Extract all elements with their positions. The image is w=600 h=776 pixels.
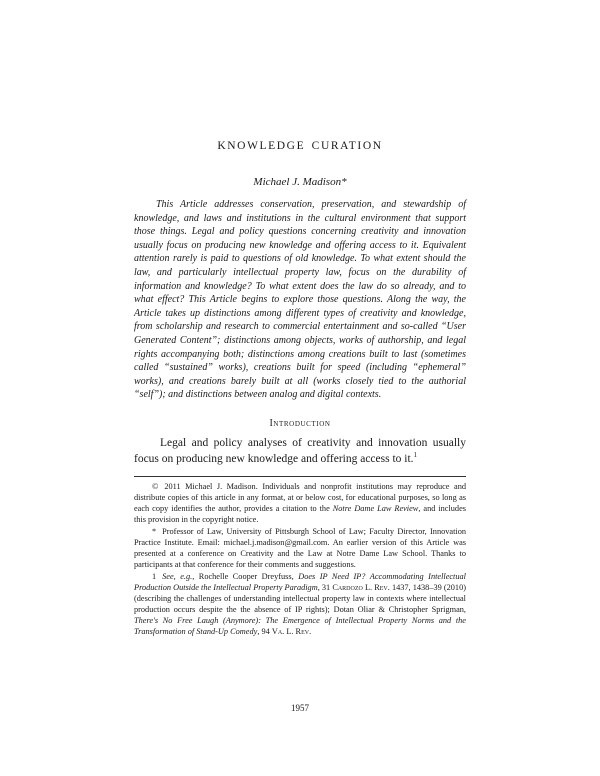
section-heading-introduction: Introduction [269,418,331,429]
footnote-text-end: , and includes this provision in the copyright notice. [134,503,466,524]
footnotes-section [134,482,466,639]
footnote-copyright [134,482,466,526]
citation-text: , Rochelle Cooper Dreyfuss, [192,572,299,582]
citation-text: , 94 [257,626,272,636]
citation-text: 1437, 1438–39 (2010) (describing the challenges of understanding intellectual property law in contexts where intellectual production occurs despite the the absence of IP rights); Dotan Oliar & Christopher Sprigman, [134,583,466,614]
cited-title: There's No Free Laugh (Anymore): The Emergence of Intellectual Property Norms and the Transformation of Stand-Up Comedy [134,615,466,636]
cited-title: Does IP Need IP? Accommodating Intellectual Production Outside the Intellectual Property Paradigm [134,572,466,593]
footnote-text: 2011 Michael J. Madison. Individuals and nonprofit institutions may reproduce and distribute copies of this article in any format, at or below cost, for educational purposes, so long as each copy identifies the author, provides a citation to the [134,482,466,513]
article-author: Michael J. Madison* [253,176,347,188]
introduction-paragraph [134,436,466,467]
article-title: KNOWLEDGE CURATION [217,140,383,152]
cited-journal: Cardozo L. Rev. [332,583,390,593]
footnote-mark: 1 [152,572,157,582]
article-abstract: This Article addresses conservation, preservation, and stewardship of knowledge, and laws and institutions in the cultural environment that support those things. Legal and policy questions concerning creativity and innovation usually focus on producing new knowledge and offering access to it. Equivalent attention rarely is paid to questions of old knowledge. To what extent should the law, and particularly intellectual property law, focus on the durability of information and knowledge? To what extent does the law do so already, and to what effect? This Article begins to explore those questions. Along the way, the Article takes up distinctions among different types of creativity and knowledge, from scholarship and research to commercial entertainment and so-called “User Generated Content”; distinctions among objects, works of authorship, and legal rights accompanying both; distinctions among creations built to last (sometimes called “sustained” works), creations built for speed (including “ephemeral” works), and creations barely built at all (works closely tied to the authorial “self”); and distinctions between analog and digital contexts. [134,199,466,401]
footnote-author [134,527,466,571]
citation-signal: See, e.g. [162,572,193,582]
page-number: 1957 [291,703,309,713]
footnote-1 [134,572,466,637]
footnote-text: Professor of Law, University of Pittsburgh School of Law; Faculty Director, Innovation Practice Institute. Email: michael.j.madison@gmail.com. An earlier version of this Article was presented at a conference on Creativity and the Law at Notre Dame Law School. Thanks to participants at that conference for their comments and suggestions. [134,527,466,569]
cited-journal: Va. L. Rev. [271,626,312,636]
footnote-mark: © [152,482,159,491]
footnote-reference-1: 1 [413,450,418,459]
citation-text: , 31 [317,583,333,593]
footnote-mark: * [152,527,157,537]
introduction-text: Legal and policy analyses of creativity and innovation usually focus on producing new knowledge and offering access to it. [134,437,466,465]
footnote-divider [134,476,466,477]
journal-name: Notre Dame Law Review [332,503,419,513]
